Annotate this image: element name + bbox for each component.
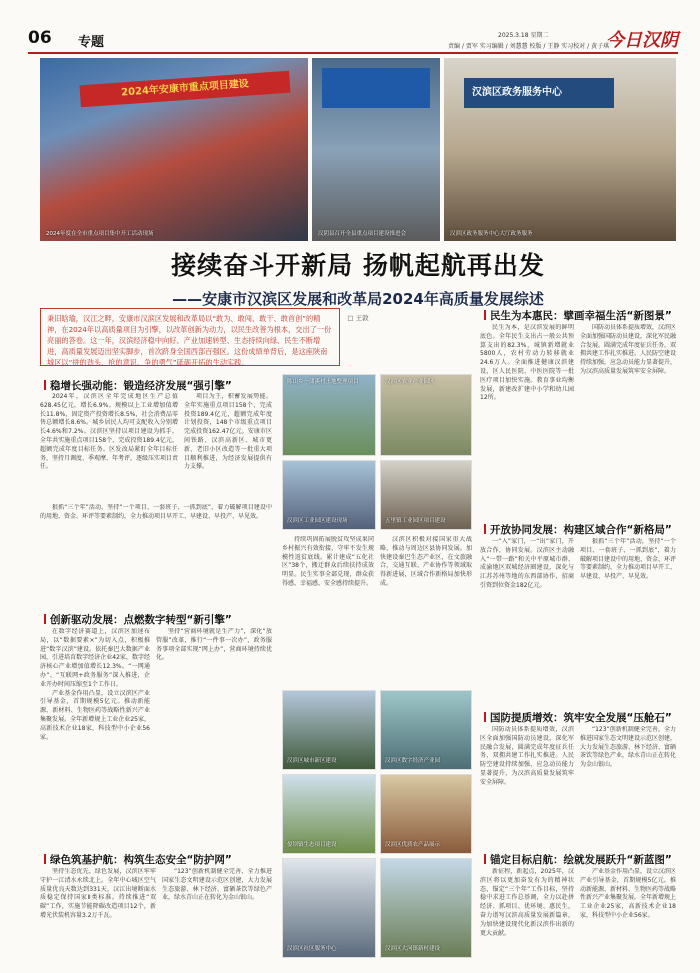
- photo-caption: 汉滨区城市新区建设: [287, 757, 337, 764]
- article-column: [40, 393, 178, 503]
- photo-caption: 汉滨区数字经济产业园: [385, 757, 441, 764]
- paragraph: 民生为本，是汉滨发展的鲜明底色。全年民生支出占一般公共预算支出的82.3%，城镇新增就业5800人，农村劳动力转移就业24.6万人。全面推进健康汉滨建设，区人民医院、中医医院等一批医疗项目加快实施。教育事业均衡发展，新建改扩建中小学和幼儿园12所。: [480, 324, 574, 402]
- paragraph: 狠抓“三个年”活动，坚持“一个项目、一套班子、一抓到底”，着力破解项目建设中的用地、资金、环评等要素制约，全力推动项目早开工、早建设、早投产、早见效。: [580, 538, 676, 581]
- article-column: [156, 628, 272, 838]
- issue-date: 2025.3.18 星期二: [498, 32, 549, 39]
- article-column: [40, 868, 156, 963]
- paragraph: 产业基金作用凸显，设立汉滨区产业引导基金，首期规模5亿元。推动新能源、新材料、生物医药等战略性新兴产业集聚发展。全年新增规上工业企业25家，高新技术企业18家，科技型中小企业56家。: [40, 689, 150, 741]
- section-heading: 国防提质增效：筑牢安全发展“压舱石”: [484, 710, 672, 725]
- paragraph: “123”创新机制健全完善，全力推进国家生态文明建设示范区创建，大力发展生态旅游、林下经济、富硒茶饮等绿色产业，绿水青山正在转化为金山银山。: [580, 726, 676, 769]
- photo-caption: 汉滨区工业园区建设现场: [287, 517, 348, 524]
- article-column: [580, 868, 676, 963]
- photo-board: [322, 68, 430, 108]
- photo: [282, 374, 376, 456]
- photo-project-launch: [40, 58, 308, 241]
- section-heading: 创新驱动发展：点燃数字转型“新引擎”: [44, 612, 232, 627]
- paragraph: 狠抓“三个年”活动，坚持“一个项目、一套班子、一抓到底”，着力破解项目建设中的用地、资金、环评等要素制约，全力推动项目早开工、早建设、早投产、早见效。: [40, 504, 272, 520]
- section-heading: 民生为本惠民：擘画幸福生活“新图景”: [484, 308, 672, 323]
- photo-caption: 汉滨区优质农产品展示: [385, 841, 441, 848]
- photo: [282, 460, 376, 530]
- photo: [380, 858, 472, 958]
- section-heading: 绿色筑基护航：构筑生态安全“防护网”: [44, 852, 232, 867]
- photo: [380, 460, 472, 530]
- photo-service-center: [444, 58, 676, 241]
- paragraph: 2024年，汉滨区全年完成地区生产总值628.45亿元，增长6.9%。规模以上工业增加值增长11.8%，固定资产投资增长8.5%，社会消费品零售总额增长8.6%。城乡居民人均可支配收入分别增长4.6%和7.2%。汉滨区坚持以项目建设为抓手，全年共实施重点项目158个，完成投资189.4亿元，超额完成年度目标任务。区发改局紧盯全年目标任务，坚持月调度、季观摩、年考评，逐级压实项目责任。: [40, 393, 178, 471]
- article-column: [40, 628, 150, 838]
- page-title: 接续奋斗开新局 扬帆起航再出发: [171, 251, 545, 280]
- paragraph: 坚持生态优先、绿色发展，汉滨区牢牢守护一江清水永续北上。全年中心城区空气质量优良天数达到331天，汉江出境断面水质稳定保持国家Ⅱ类标准。持续推进“双碳”工作，实施节能降碳改造项目12个，新增光伏装机容量3.2万千瓦。: [40, 868, 156, 919]
- article-column: [282, 536, 374, 686]
- paragraph: 汉滨区积极对接国家重大战略，推动与周边区县协同发展。加快建设秦巴生态产业区，在文旅融合、交通互联、产业协作等领域取得新进展，区域合作新格局加快形成。: [380, 536, 472, 587]
- newspaper-logo: 今日汉阴: [606, 30, 678, 51]
- section-label: 专题: [78, 35, 105, 50]
- article-column: [480, 324, 574, 516]
- article-column: [580, 726, 676, 826]
- photo-caption: 汉阴县召开全县重点项目建设推进会: [318, 231, 407, 237]
- article-column: [380, 536, 472, 686]
- page-subtitle: ——安康市汉滨区发展和改革局2024年高质量发展综述: [172, 290, 544, 308]
- article-column: [480, 868, 574, 963]
- section-heading: 锚定目标启航：绘就发展跃升“新蓝图”: [484, 852, 672, 867]
- photo: [380, 690, 472, 770]
- section-heading: 稳增长强动能：锻造经济发展“强引擎”: [44, 378, 232, 393]
- article-column: [162, 868, 272, 963]
- article-column: [184, 393, 272, 503]
- paragraph: 在数字经济赛道上，汉滨区加速布局，以“数据要素×”为切入点，积极推进“数字汉滨”建设。依托秦巴大数据产业园，引进培育数字经济企业42家，数字经济核心产业增加值增长12.3%。“一网通办”、“互联网+政务服务”深入推进，企业开办时间压缩至1个工作日。: [40, 628, 150, 688]
- photo-caption: 汉滨区社区服务中心: [287, 945, 337, 952]
- paragraph: 坚持“营商环境就是生产力”，深化“放管服”改革，推行“一件事一次办”，政务服务事项全部实现“网上办”，营商环境持续优化。: [156, 628, 272, 662]
- article-column: [480, 726, 574, 826]
- photo-board: 汉滨区政务服务中心: [464, 78, 614, 108]
- article-column: [580, 538, 676, 698]
- article-column: [580, 324, 676, 516]
- paragraph: 国防动员体系提质增效，汉滨区全面加强国防动员建设，深化军民融合发展，圆满完成年度征兵任务，双拥共建工作扎实推进。人民防空建设持续加强，应急动员能力显著提升，为汉滨高质量发展筑牢安全屏障。: [480, 726, 574, 786]
- photo-caption: 2024年度在全市重点项目集中开工活动现场: [46, 231, 154, 237]
- paragraph: 一“入”家门，一“出”家门，开放合作，协同发展。汉滨区主动融入“一带一路”和关中平原城市群、成渝地区双城经济圈建设，深化与江苏苏州等地的东西部协作，招商引资到位资金182亿元。: [480, 538, 574, 589]
- article-column: [480, 538, 574, 698]
- masthead: [28, 28, 678, 54]
- paragraph: 新征程，新起点，2025年，汉滨区将以更加奋发有为的精神状态，锚定“三个年”工作目标，坚持稳中求进工作总基调，全力以赴拼经济、抓项目、优环境、惠民生，奋力谱写汉滨高质量发展新篇章，为加快建设现代化新汉滨作出新的更大贡献。: [480, 868, 574, 937]
- photo-caption: 五里镇工业园区项目建设: [385, 517, 446, 524]
- paragraph: 项目为王，积蓄发展势能。全年实施重点项目158个，完成投资189.4亿元，超额完成年度计划投资，148个市级重点项目完成投资162.47亿元。安康市区间铁路、汉滨高新区、城市更新、老旧小区改造等一批重大项目顺利推进，为经济发展提供有力支撑。: [184, 393, 272, 471]
- author-byline: □ 王敦: [347, 314, 369, 322]
- article-column: [40, 504, 272, 594]
- page-number: 06: [28, 28, 52, 48]
- photo-caption: 汉滨区政务服务中心大厅政务服务: [450, 231, 533, 237]
- photo-meeting: [312, 58, 440, 241]
- editor-credits: 责编 / 贾军 实习编辑 / 刘慧慧 校版 / 王静 实习校对 / 黄子琪: [448, 43, 610, 50]
- photo-caption: 汉滨区农业产业园区: [385, 379, 435, 385]
- photo: [380, 774, 472, 854]
- photo: [282, 690, 376, 770]
- photo: [282, 858, 376, 958]
- photo-caption: 陈山乡一蒲溪村土地整理项目: [287, 379, 359, 385]
- lead-paragraph: 秉旧晗瑜，汉江之畔，安康市汉滨区发展和改革局以“敢为、敢闯、敢干、敢首创”的精神，在2024年以高质量项目为引擎，以改革创新为动力，以民生改善为根本，交出了一份亮丽的答卷。这一年，汉滨经济稳中向好、产业加速转型、生态持续向绿、民生不断增进，高质量发展迈出坚实脚步，首次跻身全国西部百强区。这份成绩单背后，是这座陕南城区以“拼的劲头、抢的意识、争的勇气”砥砺开拓的生动实践。: [40, 308, 340, 366]
- photo-caption: 汉滨区大河镇新村建设: [385, 945, 441, 952]
- photo-caption: 晏坝镇生态项目建设: [287, 841, 337, 848]
- photo: [380, 374, 472, 456]
- photo-banner: 2024年安康市重点项目建设: [79, 71, 290, 108]
- paragraph: 持续巩固拓展脱贫攻坚成果同乡村振兴有效衔接，守牢不发生规模性返贫底线。累计建成“五化社区”38个，搬迁群众后续扶持成效明显。民生实事全部兑现，群众获得感、幸福感、安全感持续提升。: [282, 536, 374, 587]
- photo: [282, 774, 376, 854]
- paragraph: “123”创新机制健全完善，全力推进国家生态文明建设示范区创建，大力发展生态旅游、林下经济、富硒茶饮等绿色产业，绿水青山正在转化为金山银山。: [162, 868, 272, 902]
- section-heading: 开放协同发展：构建区域合作“新格局”: [484, 522, 672, 537]
- paragraph: 国防动员体系提质增效，汉滨区全面加强国防动员建设，深化军民融合发展，圆满完成年度征兵任务，双拥共建工作扎实推进。人民防空建设持续加强，应急动员能力显著提升，为汉滨高质量发展筑牢安全屏障。: [580, 324, 676, 375]
- paragraph: 产业基金作用凸显，设立汉滨区产业引导基金，首期规模5亿元。推动新能源、新材料、生物医药等战略性新兴产业集聚发展。全年新增规上工业企业25家，高新技术企业18家，科技型中小企业56家。: [580, 868, 676, 919]
